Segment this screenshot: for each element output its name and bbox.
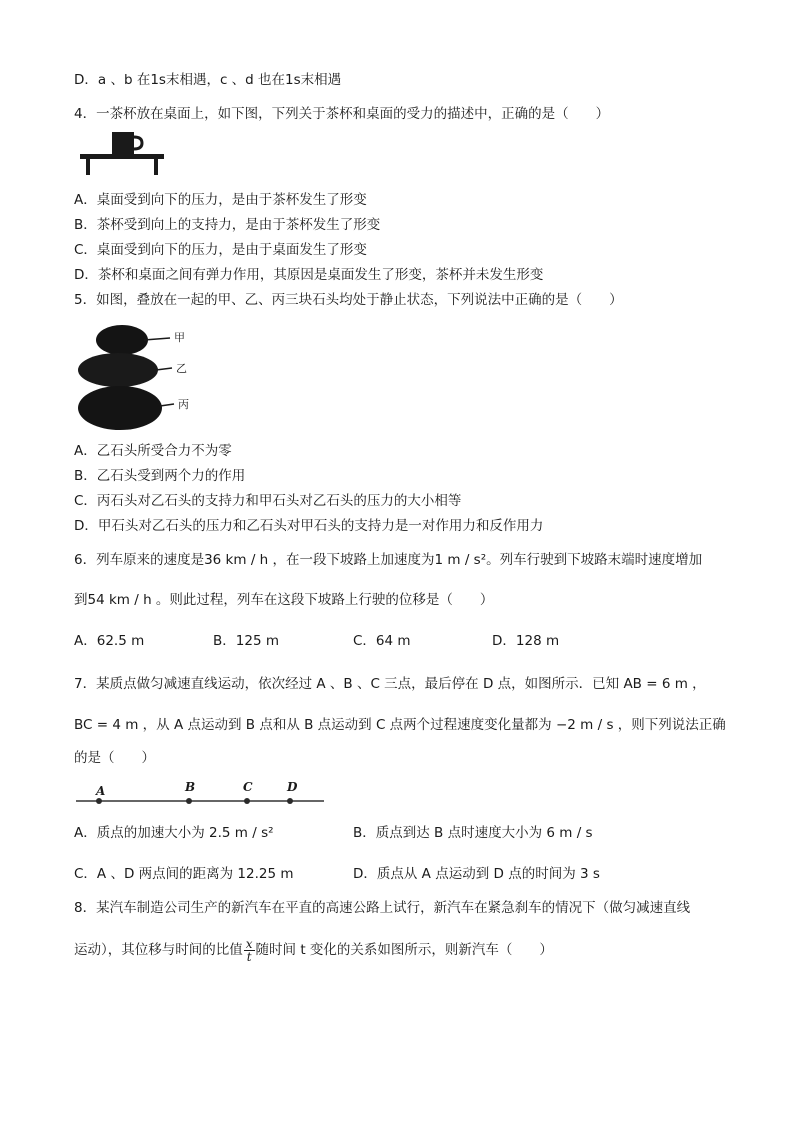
q6-option-a: A．62.5 m: [74, 633, 145, 649]
q8-stem-line2-before: 运动），其位移与时间的比值: [74, 942, 243, 958]
q4-option-c: C．桌面受到向下的压力，是由于桌面发生了形变: [74, 242, 367, 258]
q6-option-c: C．64 m: [353, 633, 411, 649]
q6-stem-line2: 到54 km / h 。则此过程，列车在这段下坡路上行驶的位移是（ ）: [74, 592, 494, 608]
point-c-dot: [244, 798, 250, 804]
q4-option-d: D．茶杯和桌面之间有弹力作用，其原因是桌面发生了形变，茶杯并未发生形变: [74, 267, 544, 283]
q7-option-d: D．质点从 A 点运动到 D 点的时间为 3 s: [353, 866, 600, 882]
q8-stem-line2-after: 随时间 t 变化的关系如图所示，则新汽车（ ）: [255, 942, 553, 958]
q7-option-c: C．A 、D 两点间的距离为 12.25 m: [74, 866, 294, 882]
q6-stem-line1: 6．列车原来的速度是36 km / h ，在一段下坡路上加速度为1 m / s²。列车行驶到下坡路末端时速度增加: [74, 552, 703, 568]
q7-stem-line3: 的是（ ）: [74, 750, 155, 766]
q7-point-b-label: B: [185, 780, 196, 794]
q7-stem-line2: BC = 4 m ，从 A 点运动到 B 点和从 B 点运动到 C 点两个过程速度变化量都为 −2 m / s ，则下列说法正确: [74, 717, 726, 733]
q5-label-bing: 丙: [178, 398, 189, 411]
q5-option-a: A．乙石头所受合力不为零: [74, 443, 232, 459]
q6-option-d: D．128 m: [492, 633, 560, 649]
point-b-dot: [186, 798, 192, 804]
q4-option-a: A．桌面受到向下的压力，是由于茶杯发生了形变: [74, 192, 367, 208]
q8-fraction-numerator: x: [245, 936, 253, 951]
q8-ratio-fraction: [244, 938, 255, 963]
q4-stem: 4．一茶杯放在桌面上，如下图，下列关于茶杯和桌面的受力的描述中，正确的是（ ）: [74, 106, 610, 122]
q8-stem-line2: [74, 934, 553, 966]
q7-point-d-label: D: [287, 780, 298, 794]
q5-option-d: D．甲石头对乙石头的压力和乙石头对甲石头的支持力是一对作用力和反作用力: [74, 518, 544, 534]
q7-point-c-label: C: [243, 780, 253, 794]
point-d-dot: [287, 798, 293, 804]
q5-option-c: C．丙石头对乙石头的支持力和甲石头对乙石头的压力的大小相等: [74, 493, 462, 509]
q7-stem-line1: 7．某质点做匀减速直线运动，依次经过 A 、B 、C 三点，最后停在 D 点，如图所示．已知 AB = 6 m ，: [74, 676, 706, 692]
q8-fraction-denominator: t: [246, 949, 252, 964]
q7-point-a-label: A: [96, 784, 106, 798]
q5-stem: 5．如图，叠放在一起的甲、乙、丙三块石头均处于静止状态，下列说法中正确的是（ ）: [74, 292, 623, 308]
q5-label-yi: 乙: [176, 362, 187, 375]
q6-option-b: B．125 m: [213, 633, 279, 649]
q7-option-b: B．质点到达 B 点时速度大小为 6 m / s: [353, 825, 593, 841]
q7-option-a: A．质点的加速大小为 2.5 m / s²: [74, 825, 274, 841]
q4-option-b: B．茶杯受到向上的支持力，是由于茶杯发生了形变: [74, 217, 381, 233]
q5-option-b: B．乙石头受到两个力的作用: [74, 468, 246, 484]
q5-label-jia: 甲: [174, 331, 185, 344]
q4-cup-on-table-figure: [78, 128, 170, 176]
q8-stem-line1: 8．某汽车制造公司生产的新汽车在平直的高速公路上试行，新汽车在紧急刹车的情况下（做匀减速直线: [74, 900, 691, 916]
prev-question-option-d: D．a 、b 在1s末相遇，c 、d 也在1s末相遇: [74, 72, 342, 88]
